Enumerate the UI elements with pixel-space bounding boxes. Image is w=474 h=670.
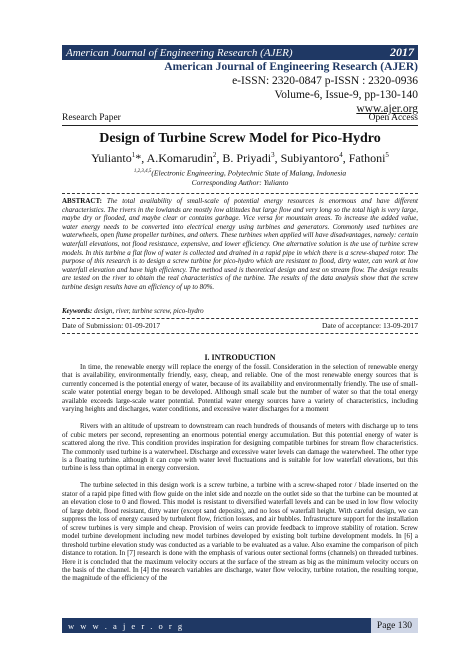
corresponding-author: Corresponding Author: Yulianto — [191, 177, 289, 187]
keywords-text: design, river, turbine screw, pico-hydro — [92, 307, 204, 315]
access-label: Open Access — [368, 113, 418, 123]
corresponding-mark: * — [135, 151, 142, 165]
author-sup: 2 — [212, 151, 217, 159]
abstract-text: The total availability of small-scale of potential energy resources is enormous and have different characteristics. The rivers in the lowlands are mostly low altitudes but large flow and very long so the total high is very large, maybe dry or flooded, and maybe clear or contains garbage. Vice versa for mountain areas. To increase the added value, water energy needs to be converted into electrical energy using turbines and generators. Commonly used turbines are waterwheels, open flume propeller turbines, and others. These turbines when applied will have disadvantages, namely: certain waterfall elevations, not flood resistance, expensive, and lower efficiency. One alternative solution is the use of turbine screw models. In this turbine a flat flow of water is collected and drained in a rapid pipe in which there is a screw-shaped rotor. The purpose of this research is to design a screw turbine for pico-hydro which are resistant to flood, dirty water, can work at low waterfall elevation and have high efficiency. The method used is theoretical design and test on stream flow. The design results are tested on the river to obtain the real characteristics of the turbine. The results of the data analysis show that the screw turbine design results have an efficiency of up to 80%. — [62, 197, 418, 291]
author-list: Yulianto$^1$*, A.Komarudin$^2$, B. Priyadi$^3$, Subiyantoro$^4$, Fathoni$^5$ — [91, 151, 389, 165]
author-sup: 5 — [385, 151, 389, 159]
affiliation: (Electronic Engineering, Polytechnic State of Malang, Indonesia — [151, 168, 347, 178]
issn: e-ISSN: 2320-0847 p-ISSN : 2320-0936 — [232, 75, 418, 87]
paper-title: Design of Turbine Screw Model for Pico-Hydro — [99, 131, 381, 146]
author-name: A.Komarudin — [146, 151, 213, 165]
submission-date: Date of Submission: 01-09-2017 — [62, 321, 161, 330]
author-name: Fathoni — [348, 151, 386, 165]
journal-url[interactable]: www.ajer.org — [356, 103, 418, 115]
paper-meta-bar — [62, 113, 418, 126]
section-heading: I. INTRODUCTION — [204, 353, 276, 362]
paragraph: In time, the renewable energy will replace the energy of the fossil. Consideration in the selection of renewable energy that is availability, environmentally friendly, easy, cheap, and reliable. One of the most renewable energy sources that is currently concerned is the potential energy of water, because of its availability and environmentally friendly. The use of small-scale water potential energy began to be developed. Although small scale but the number of water so that the total energy available exceeds large-scale water potential. Potential water energy sources have a variety of characteristics, including varying heights and discharges, water conditions, and excessive water discharges for a moment — [62, 363, 418, 414]
paragraph: Rivers with an altitude of upstream to downstream can reach hundreds of thousands of meters with discharge up to tens of cubic meters per second, representing an enormous potential energy accumulation. But this potential energy of water is scattered along the rive. This condition provides inspiration for designing compatible turbines for stream flow characteristics. The commonly used turbine is a waterwheel. Discharge and excessive water levels can damage the waterwheel. The other type is a floating turbine. although it can cope with water level fluctuations and is suitable for low waterfall elevations, but this turbine is less than optimal in energy conversion. — [62, 422, 418, 473]
keywords — [62, 307, 418, 315]
divider — [62, 193, 418, 194]
author-sup: 1 — [131, 151, 136, 159]
journal-info — [164, 60, 418, 116]
author-sup: 4 — [339, 151, 343, 159]
page-footer — [62, 618, 418, 633]
author-name: B. Priyadi — [222, 151, 272, 165]
affiliation-sup: 1,2,3,4,5 — [133, 169, 152, 174]
banner-title: American Journal of Engineering Research (AJER) — [66, 46, 293, 59]
volume-issue: Volume-6, Issue-9, pp-130-140 — [274, 89, 418, 101]
abstract — [62, 197, 418, 292]
dates-row — [62, 321, 418, 330]
banner-year: 2017 — [390, 45, 414, 59]
acceptance-date: Date of acceptance: 13-09-2017 — [322, 321, 418, 330]
page-number: Page 130 — [371, 618, 418, 633]
divider — [62, 318, 418, 319]
footer-url: w w w . a j e r . o r g — [68, 620, 185, 631]
keywords-label: Keywords: — [62, 307, 93, 315]
paragraph: The turbine selected in this design work is a screw turbine, a turbine with a screw-shaped rotor / blade inserted on the stator of a rapid pipe fitted with flow guide on the inlet side and nozzle on the outlet side so that the turbine can be mounted at an elevation close to 0 and flowed. This model is resistant to diversified waterfall levels and can be used in low flow velocity of large debit, flood resistant, dirty water (except sand deposits), and no loss of waterfall height. With careful design, we can suppress the loss of energy caused by turbulent flow, friction losses, and air bubbles. Infrastructure support for the installation of screw turbines is very simple and cheap. Provision of weirs can provide feedback to improve stability of rotation. Screw model turbine development including new model turbines developed by existing bolt turbine development models. In [6] a threshold turbine elevation study was conducted as a variable to be evaluated as a value. Also examine the comparison of pitch distance to rotation. In [7] research is done with the emphasis of various outer sectional forms (channels) on threaded turbines. Here it is concluded that the maximum velocity occurs at the surface of the stream as big as the minimum velocity occurs on the basis of the channel. In [4] the research variables are discharge, water flow velocity, turbine rotation, the resulting torque, the magnitude of the efficiency of the — [62, 481, 418, 583]
paper-type: Research Paper — [62, 113, 121, 123]
author-name: Subiyantoro — [280, 151, 340, 165]
body-text — [62, 363, 418, 591]
affiliation-block — [62, 167, 418, 187]
divider — [62, 333, 418, 334]
author-sup: 3 — [271, 151, 275, 159]
author-name: Yulianto — [91, 151, 132, 165]
journal-banner — [62, 45, 418, 60]
abstract-label: ABSTRACT: — [62, 197, 102, 205]
journal-name: American Journal of Engineering Research (AJER) — [164, 61, 418, 73]
